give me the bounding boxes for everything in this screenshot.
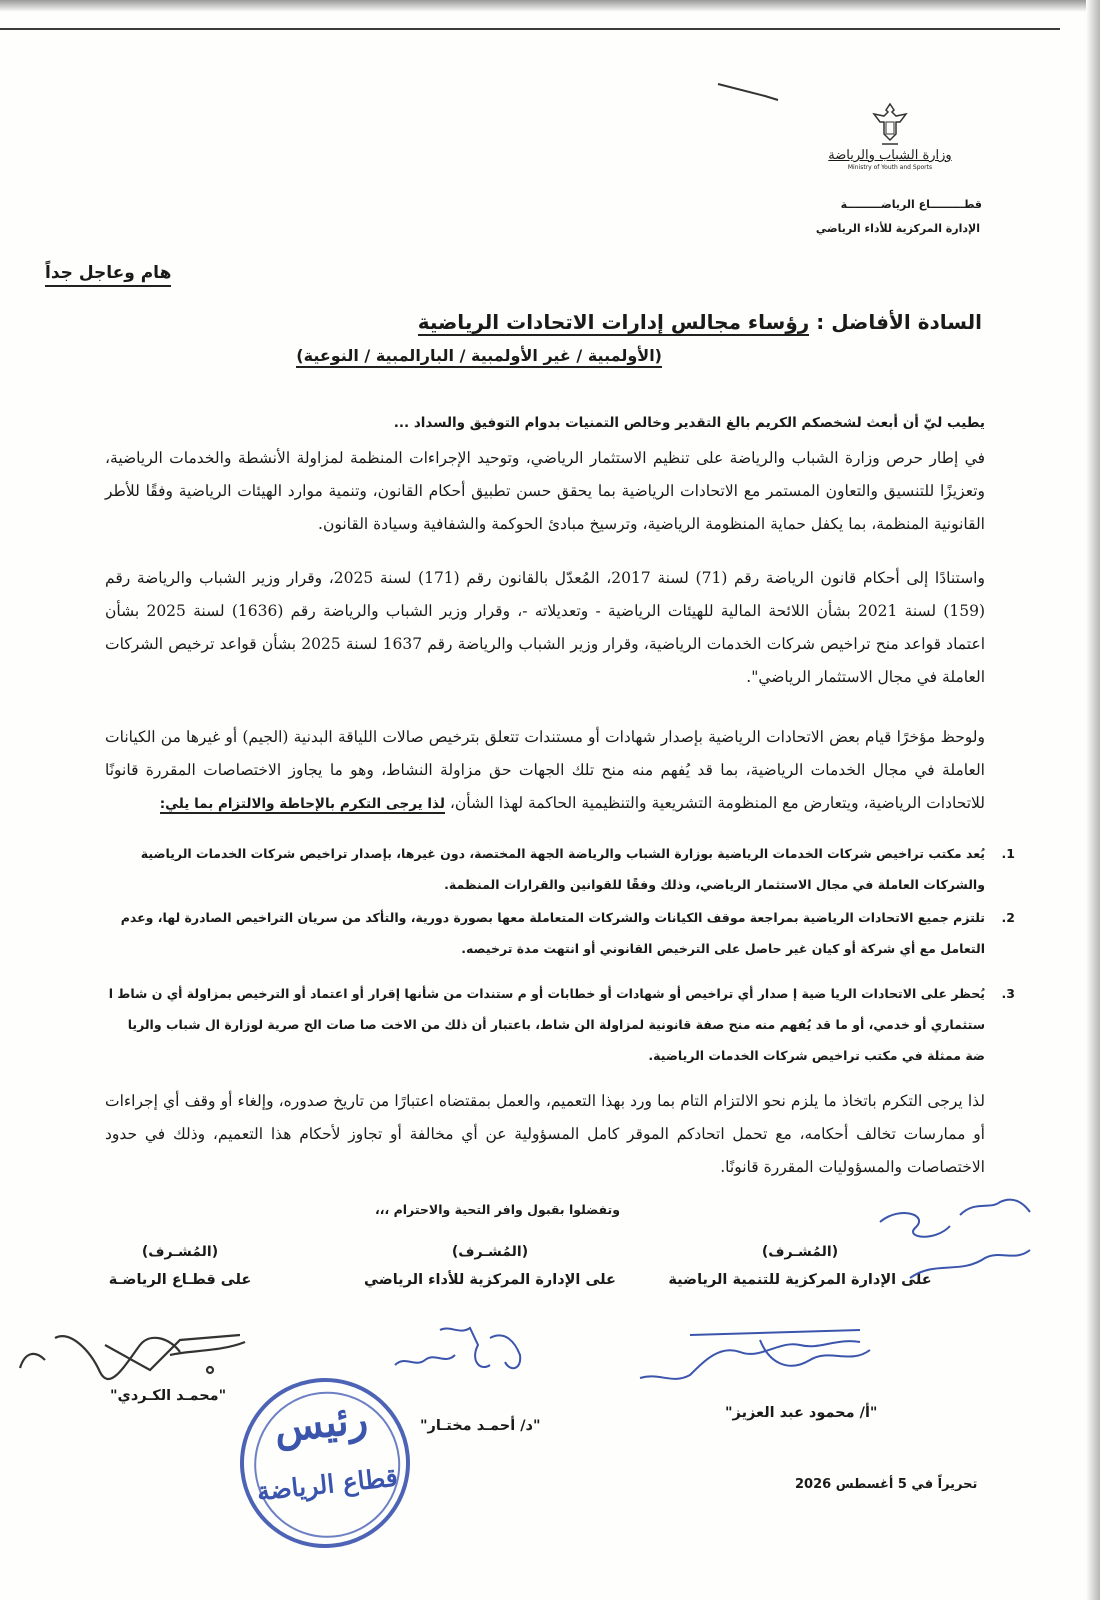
list-item-text: يُحظر على الاتحادات الريا ضية إ صدار أي تراخيص أو شهادات أو خطابات أو م ستندات من شأنها إقرار أو اعتماد أو الترخيص بمزاولة أي ن شاط ا ستثماري أو خدمي، أو ما قد يُفهم منه منح صفة قانونية لمزاولة الن شاط، باعتبار أن ذلك من الاخت صا صات الح صرية لوزارة ال شباب والريا ضة ممثلة في مكتب تراخيص شركات الخدمات الرياضية. xyxy=(108,986,985,1063)
signature-title: (المُشـرف) xyxy=(141,1244,219,1260)
paragraph-4: لذا يرجى التكرم باتخاذ ما يلزم نحو الالتزام التام بما ورد بهذا التعميم، والعمل بمقتضاه اعتبارًا من تاريخ صدوره، وإلغاء أو وقف أي إجراءات أو ممارسات تخالف أحكامه، مع تحمل اتحادكم الموقر كامل المسؤولية عن أي مخالفة أو تجاوز لأحكام هذا التعميم، وذلك في حدود الاختصاصات والمسؤوليات المقررة قانونًا. xyxy=(105,1092,985,1176)
signature-mark-2 xyxy=(395,1328,520,1368)
paragraph-3-emphasis: لذا يرجى التكرم بالإحاطة والالتزام بما يلي: xyxy=(159,796,445,812)
stamp-line-2: قطاع الرياضة xyxy=(255,1462,400,1507)
department-name: الإدارة المركزية للأداء الرياضي xyxy=(815,222,980,235)
addressee-title: رؤساء مجالس إدارات الاتحادات الرياضية xyxy=(417,310,810,334)
greeting: يطيب ليّ أن أبعث لشخصكم الكريم بالغ التقدير وخالص التمنيات بدوام التوفيق والسداد ... xyxy=(393,415,985,431)
addressee-subtitle: (الأولمبية / غير الأولمبية / البارالمبية / النوعية) xyxy=(296,346,662,368)
signature-org: على قطـاع الرياضـة xyxy=(108,1272,252,1288)
list-item-number: 2. xyxy=(1001,910,1015,925)
list-item-number: 1. xyxy=(1001,846,1015,861)
signature-mark-3 xyxy=(20,1335,245,1379)
stamp-line-1: رئيس xyxy=(271,1395,370,1452)
signature-title: (المُشـرف) xyxy=(451,1244,529,1260)
addressee-prefix: السادة الأفاضل : xyxy=(816,310,982,334)
signatory-name: "أ/ محمود عبد العزيز" xyxy=(725,1405,878,1421)
paragraph-3-text: ولوحظ مؤخرًا قيام بعض الاتحادات الرياضية بإصدار شهادات أو مستندات تتعلق بترخيص صالات اللياقة البدنية (الجيم) أو غيرها من الكيانات العاملة في مجال الخدمات الرياضية، بما قد يُفهم منه منح تلك الجهات حق مزاولة النشاط، وهو ما يجاوز الاختصاصات المقررة قانونًا للاتحادات الرياضية، ويتعارض مع المنظومة التشريعية والتنظيمية الحاكمة لهذا الشأن، xyxy=(105,728,985,812)
paragraph-2: واستنادًا إلى أحكام قانون الرياضة رقم (71) لسنة 2017، المُعدّل بالقانون رقم (171) لسنة 2025، وقرار وزير الشباب والرياضة رقم (159) لسنة 2021 بشأن اللائحة المالية للهيئات الرياضية - وتعديلاته -، وقرار وزير الشباب والرياضة رقم (1636) لسنة 2025 بشأن اعتماد قواعد منح تراخيص شركات الخدمات الرياضية، وقرار وزير الشباب والرياضة رقم 1637 لسنة 2025 بشأن قواعد ترخيص الشركات العاملة في مجال الاستثمار الرياضي". xyxy=(105,569,985,686)
handwritten-note-signature xyxy=(880,1200,1030,1278)
signature-org: على الإدارة المركزية للأداء الرياضي xyxy=(364,1272,616,1288)
list-item-number: 3. xyxy=(1001,986,1015,1001)
urgent-label: هام وعاجل جداً xyxy=(45,263,171,287)
list-item-text: يُعد مكتب تراخيص شركات الخدمات الرياضية بوزارة الشباب والرياضة الجهة المختصة، دون غيرها، بإصدار تراخيص شركات الخدمات الرياضية والشركات العاملة في مجال الاستثمار الرياضي، وذلك وفقًا للقوانين والقرارات المنظمة. xyxy=(140,846,985,892)
list-item-text: تلتزم جميع الاتحادات الرياضية بمراجعة موقف الكيانات والشركات المتعاملة معها بصورة دورية، والتأكد من سريان التراخيص الصادرة لها، وعدم التعامل مع أي شركة أو كيان غير حاصل على الترخيص القانوني أو انتهت مدة ترخيصه. xyxy=(120,910,985,956)
paragraph-1: في إطار حرص وزارة الشباب والرياضة على تنظيم الاستثمار الرياضي، وتوحيد الإجراءات المنظمة لمزاولة الأنشطة والخدمات الرياضية، وتعزيزًا للتنسيق والتعاون المستمر مع الاتحادات الرياضية بما يحقق حسن تطبيق أحكام القانون، وتنمية موارد الهيئات الرياضية وفقًا للأطر القانونية المنظمة، بما يكفل حماية المنظومة الرياضية، وترسيخ مبادئ الحوكمة والشفافية وسيادة القانون. xyxy=(105,449,985,533)
ministry-name-ar: وزارة الشباب والرياضة xyxy=(828,148,952,163)
signature-org: على الإدارة المركزية للتنمية الرياضية xyxy=(668,1272,932,1288)
signature-title: (المُشـرف) xyxy=(761,1244,839,1260)
document-date: تحريراً في 5 أغسطس 2026 xyxy=(795,1477,978,1492)
signatory-name: "د/ أحمـد مختـار" xyxy=(420,1418,541,1434)
ministry-name-en: Ministry of Youth and Sports xyxy=(847,164,933,171)
signature-mark-1 xyxy=(640,1330,870,1379)
signatory-name: "محمـد الكـردي" xyxy=(110,1388,227,1404)
closing-line: وتفضلوا بقبول وافر التحية والاحترام ،،، xyxy=(375,1202,620,1217)
sector-name: قطـــــــــاع الرياضـــــــــة xyxy=(840,198,982,211)
